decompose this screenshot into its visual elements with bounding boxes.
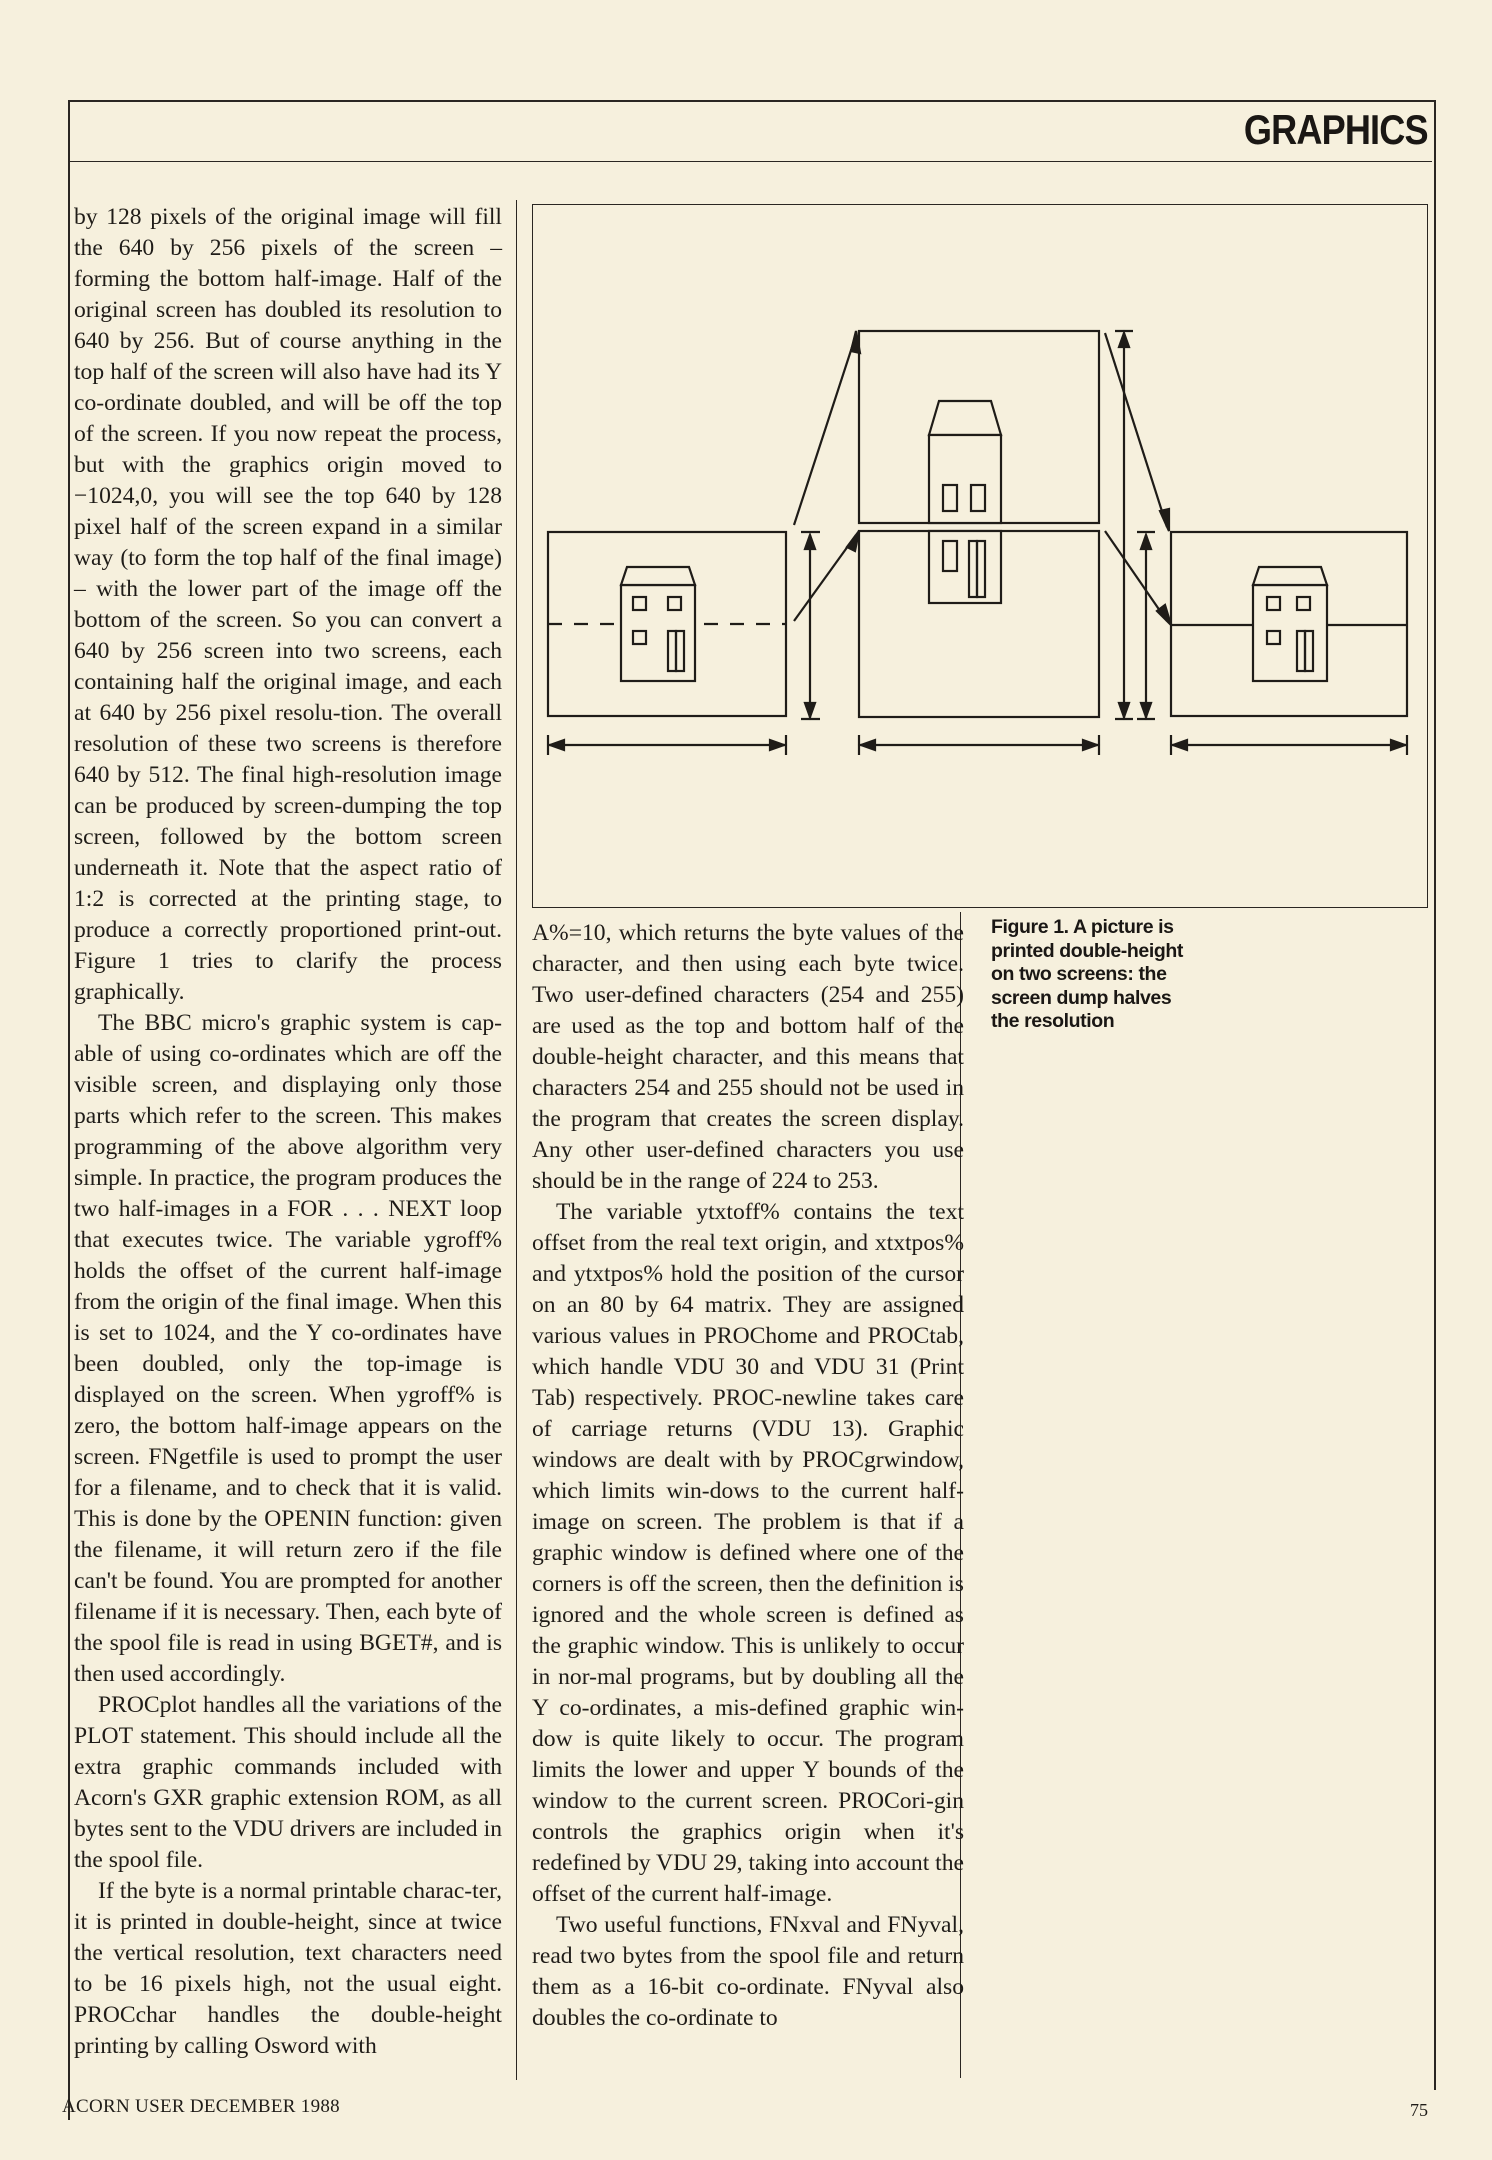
figure-caption: Figure 1. A picture is printed double-height on two screens: the screen dump halves the resolution bbox=[991, 916, 1183, 1032]
original-screen bbox=[548, 532, 786, 716]
house-icon bbox=[1253, 567, 1327, 681]
paragraph: by 128 pixels of the original image will fill the 640 by 256 pixels of the screen – forming the bottom half-image. Half of the original screen has doubled its resolution to 640 by 256. But of course anything in the top half of the screen will also have had its Y co-ordinate doubled, and will be off the top of the screen. If you now repeat the process, but with the graphics origin moved to −1024,0, you will see the top 640 by 128 pixel half of the screen expand in a similar way (to form the top half of the final image) – with the lower part of the image off the bottom of the screen. So you can convert a 640 by 256 screen into two screens, each containing half the original image, and each at 640 by 256 pixel resolu-tion. The overall resolution of these two screens is therefore 640 by 512. The final high-resolution image can be produced by screen-dumping the top screen, followed by the bottom screen underneath it. Note that the aspect ratio of 1:2 is corrected at the printing stage, to produce a correctly proportioned print-out. Figure 1 tries to clarify the process graphically. bbox=[74, 204, 502, 1005]
expanded-screens bbox=[859, 331, 1099, 717]
house-top-half bbox=[929, 401, 1001, 523]
house-icon bbox=[621, 567, 695, 681]
section-title: GRAPHICS bbox=[1244, 106, 1428, 153]
paragraph: PROCplot handles all the variations of the PLOT statement. This should include all the extra graphic commands included with Acorn's GXR graphic extension ROM, as all bytes sent to the VDU drivers are included in the spool file. bbox=[74, 1692, 502, 1873]
paragraph: Two useful functions, FNxval and FNyval, read two bytes from the spool file and return them as a 16-bit co-ordinate. FNyval also doubles the co-ordinate to bbox=[532, 1912, 964, 2031]
paragraph: If the byte is a normal printable charac-ter, it is printed in double-height, since at twice the vertical resolution, text characters need to be 16 pixels high, not the usual eight. PROCchar handles the double-height printing by calling Osword with bbox=[74, 1878, 502, 2059]
article-column-2 bbox=[532, 918, 964, 2034]
house-bottom-half bbox=[929, 531, 1001, 603]
paragraph: A%=10, which returns the byte values of the character, and then using each byte twice. Two user-defined characters (254 and 255) are used as the top and bottom half of the double-height character, and this means that characters 254 and 255 should not be used in the program that creates the screen display. Any other user-defined characters you use should be in the range of 224 to 253. bbox=[532, 920, 964, 1194]
figure-1-diagram bbox=[533, 205, 1427, 907]
height-markers bbox=[801, 331, 1155, 719]
page-frame-top bbox=[68, 100, 1436, 102]
figure-1 bbox=[532, 204, 1428, 908]
paragraph: The variable ytxtoff% contains the text offset from the real text origin, and xtxtpos% and ytxtpos% hold the position of the cursor on an 80 by 64 matrix. They are assigned various values in PROChome and PROCtab, which handle VDU 30 and VDU 31 (Print Tab) respectively. PROC-newline takes care of carriage returns (VDU 13). Graphic windows are dealt with by PROCgrwindow, which limits win-dows to the current half-image on screen. The problem is that if a graphic window is defined where one of the corners is off the screen, then the definition is ignored and the whole screen is defined as the graphic window. This is unlikely to occur in nor-mal programs, but by doubling all the Y co-ordinates, a mis-defined graphic win-dow is quite likely to occur. The program limits the lower and upper Y bounds of the window to the current screen. PROCori-gin controls the graphics origin when it's redefined by VDU 29, taking into account the offset of the current half-image. bbox=[532, 1199, 965, 1907]
paragraph: The BBC micro's graphic system is cap-able of using co-ordinates which are off the visible screen, and displaying only those parts which refer to the screen. This makes programming of the above algorithm very simple. In practice, the program produces the two half-images in a FOR . . . NEXT loop that executes twice. The variable ygroff% holds the offset of the current half-image from the origin of the final image. When this is set to 1024, and the Y co-ordinates have been doubled, only the top-image is displayed on the screen. When ygroff% is zero, the bottom half-image appears on the screen. FNgetfile is used to prompt the user for a filename, and to check that it is valid. This is done by the OPENIN function: given the filename, it will return zero if the file can't be found. You are prompted for another filename if it is necessary. Then, each byte of the spool file is read in using BGET#, and is then used accordingly. bbox=[74, 1010, 502, 1687]
footer-publication: ACORN USER DECEMBER 1988 bbox=[62, 2096, 340, 2117]
final-screen bbox=[1171, 532, 1407, 716]
article-column-1 bbox=[74, 202, 502, 2062]
page-frame-right bbox=[1434, 100, 1436, 2090]
page-frame-left bbox=[68, 100, 70, 2120]
header-rule bbox=[70, 161, 1432, 162]
width-markers bbox=[548, 735, 1407, 755]
column-rule-1 bbox=[516, 200, 517, 2080]
page-number: 75 bbox=[1410, 2100, 1428, 2120]
